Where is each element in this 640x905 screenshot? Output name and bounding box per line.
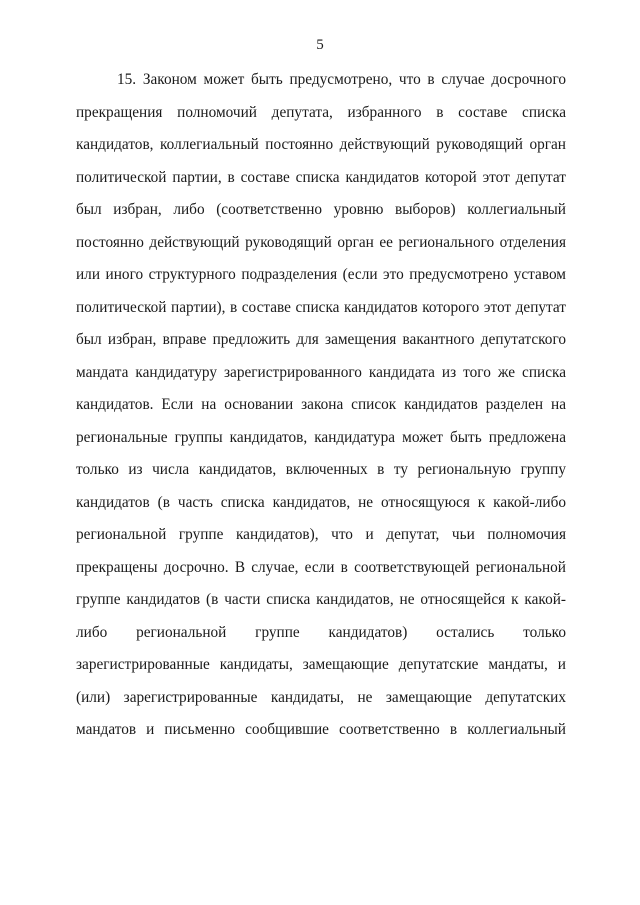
- text-line: зарегистрированные кандидаты, замещающие депутатские мандаты, и: [76, 656, 566, 673]
- text-line: был избран, либо (соответственно уровню выборов) коллегиальный: [76, 201, 566, 218]
- text-line: кандидатов. Если на основании закона список кандидатов разделен на: [76, 396, 566, 413]
- text-line: кандидатов (в часть списка кандидатов, не относящуюся к какой-либо: [76, 493, 566, 511]
- text-line: прекращения полномочий депутата, избранного в составе списка: [76, 103, 566, 121]
- text-line: прекращены досрочно. В случае, если в соответствующей региональной: [76, 558, 566, 576]
- text-line: политической партии, в составе списка кандидатов которой этот депутат: [76, 168, 566, 186]
- text-line: политической партии), в составе списка кандидатов которого этот депутат: [76, 298, 566, 316]
- text-line: кандидатов, коллегиальный постоянно действующий руководящий орган: [76, 136, 566, 153]
- page-number: 5: [316, 37, 324, 53]
- paragraph-15: [76, 70, 566, 753]
- text-line: (или) зарегистрированные кандидаты, не замещающие депутатских: [76, 688, 566, 706]
- text-line: мандата кандидатуру зарегистрированного кандидата из того же списка: [76, 363, 566, 381]
- text-line: региональной группе кандидатов), что и депутат, чьи полномочия: [76, 526, 566, 543]
- text-line: региональные группы кандидатов, кандидатура может быть предложена: [76, 428, 566, 446]
- text-line: мандатов и письменно сообщившие соответственно в коллегиальный: [76, 721, 566, 738]
- text-line: постоянно действующий руководящий орган ее регионального отделения: [76, 233, 566, 251]
- text-line: группе кандидатов (в части списка кандидатов, не относящейся к какой-: [76, 591, 566, 608]
- text-line: был избран, вправе предложить для замещения вакантного депутатского: [76, 331, 566, 348]
- text-line: только из числа кандидатов, включенных в ту региональную группу: [76, 461, 566, 478]
- text-line: 15. Законом может быть предусмотрено, что в случае досрочного: [117, 71, 566, 88]
- text-line: или иного структурного подразделения (если это предусмотрено уставом: [76, 266, 566, 283]
- text-line: либо региональной группе кандидатов) остались только: [76, 623, 566, 641]
